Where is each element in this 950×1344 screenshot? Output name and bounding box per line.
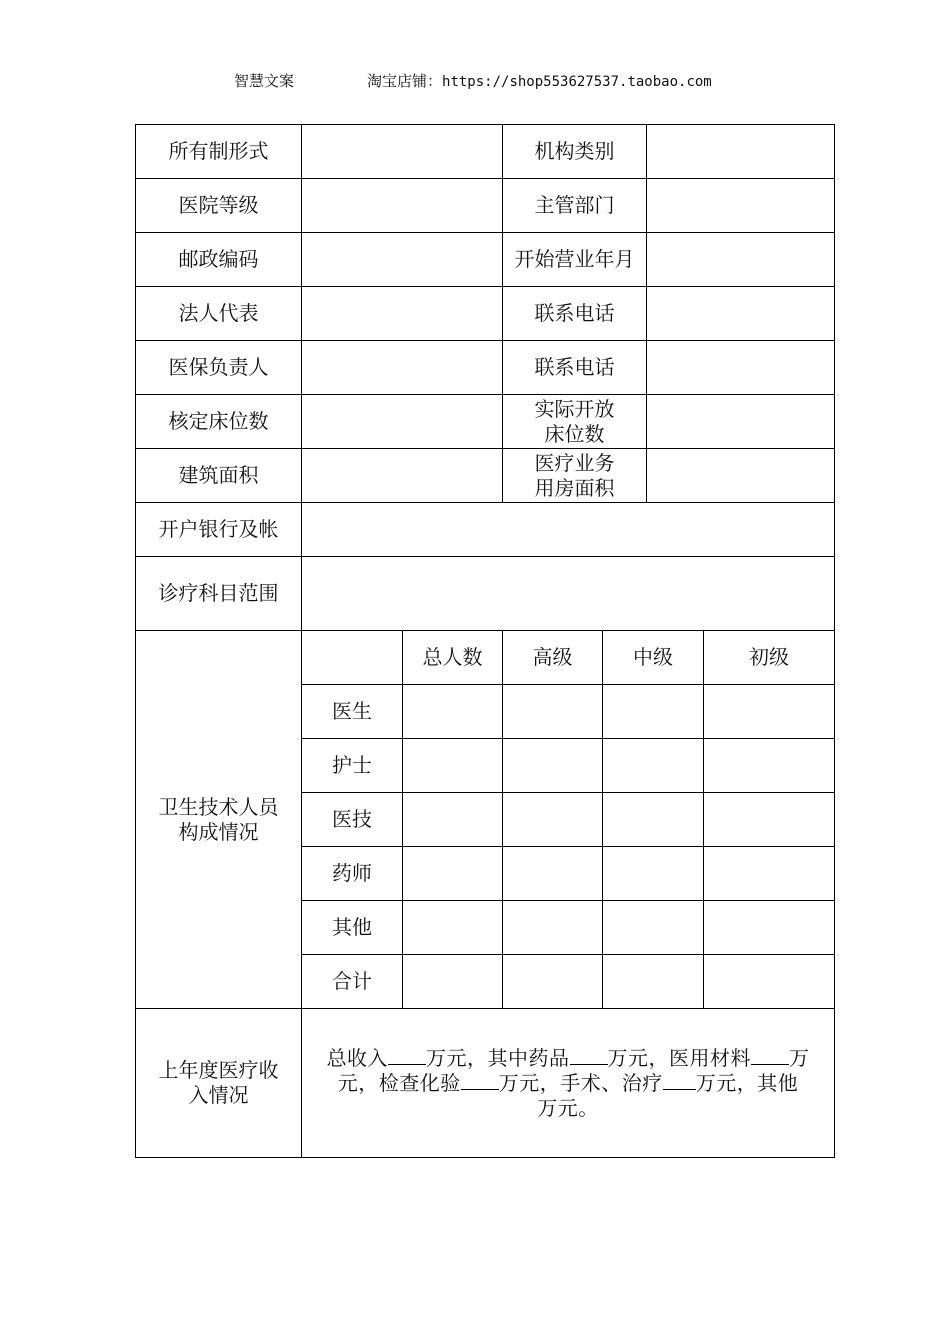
material-income-blank[interactable] [751,1046,789,1065]
income-t4: 万 [789,1045,810,1070]
form-row-area [136,449,835,503]
income-t6: 万元，手术、治疗 [498,1070,663,1095]
insurance-phone-field[interactable] [647,341,835,395]
legal-rep-field[interactable] [302,287,503,341]
sum-senior-cell[interactable] [503,955,603,1009]
row-other-label: 其他 [302,901,403,955]
doctor-senior-cell[interactable] [503,685,603,739]
legal-rep-label: 法人代表 [136,287,302,341]
income-row [136,1009,835,1158]
staff-label-line2: 构成情况 [178,819,259,844]
opening-date-label: 开始营业年月 [503,233,647,287]
open-beds-label [503,395,647,449]
row-nurse-label: 护士 [302,739,403,793]
income-label-line1: 上年度医疗收 [158,1058,279,1082]
treatment-income-blank[interactable] [663,1071,696,1090]
form-row-ownership [136,125,835,179]
shop-label: 淘宝店铺： [367,72,443,90]
income-t2: 万元，其中药品 [426,1045,570,1070]
approved-beds-field[interactable] [302,395,503,449]
building-area-field[interactable] [302,449,503,503]
open-beds-label-line1: 实际开放 [534,396,615,421]
income-t3: 万元，医用材料 [607,1045,751,1070]
technician-senior-cell[interactable] [503,793,603,847]
other-middle-cell[interactable] [603,901,704,955]
technician-total-cell[interactable] [403,793,503,847]
form-row-legal-rep [136,287,835,341]
sum-total-cell[interactable] [403,955,503,1009]
medical-area-field[interactable] [647,449,835,503]
legal-rep-phone-label: 联系电话 [503,287,647,341]
income-t8: 万元。 [537,1095,599,1120]
form-row-beds [136,395,835,449]
income-t7: 万元，其他 [695,1070,799,1095]
col-junior-header: 初级 [704,631,835,685]
drug-income-blank[interactable] [570,1046,608,1065]
row-technician-label: 医技 [302,793,403,847]
pharmacist-total-cell[interactable] [403,847,503,901]
nurse-junior-cell[interactable] [704,739,835,793]
other-total-cell[interactable] [403,901,503,955]
shop-url: https://shop553627537.taobao.com [442,74,712,90]
doctor-total-cell[interactable] [403,685,503,739]
registration-form-table [135,124,835,1158]
shop-info [367,70,712,91]
pharmacist-junior-cell[interactable] [704,847,835,901]
staff-composition-label [136,631,302,1009]
col-middle-header: 中级 [603,631,704,685]
scope-label: 诊疗科目范围 [136,557,302,631]
sum-junior-cell[interactable] [704,955,835,1009]
form-row-insurance-head [136,341,835,395]
insurance-phone-label: 联系电话 [503,341,647,395]
form-row-hospital-level [136,179,835,233]
nurse-senior-cell[interactable] [503,739,603,793]
income-t5: 元，检查化验 [337,1070,461,1095]
insurance-head-label: 医保负责人 [136,341,302,395]
postal-code-field[interactable] [302,233,503,287]
income-label [136,1009,302,1158]
sum-middle-cell[interactable] [603,955,704,1009]
income-label-line2: 入情况 [188,1083,249,1107]
scope-field[interactable] [302,557,835,631]
hospital-level-field[interactable] [302,179,503,233]
institution-type-label: 机构类别 [503,125,647,179]
technician-junior-cell[interactable] [704,793,835,847]
legal-rep-phone-field[interactable] [647,287,835,341]
building-area-label: 建筑面积 [136,449,302,503]
medical-area-label-line1: 医疗业务 [534,450,615,475]
supervising-dept-field[interactable] [647,179,835,233]
row-doctor-label: 医生 [302,685,403,739]
nurse-middle-cell[interactable] [603,739,704,793]
institution-type-field[interactable] [647,125,835,179]
income-text-cell [302,1009,835,1158]
page-header [0,70,950,94]
open-beds-field[interactable] [647,395,835,449]
form-row-scope [136,557,835,631]
staff-corner-cell [302,631,403,685]
technician-middle-cell[interactable] [603,793,704,847]
approved-beds-label: 核定床位数 [136,395,302,449]
supervising-dept-label: 主管部门 [503,179,647,233]
row-pharmacist-label: 药师 [302,847,403,901]
form-row-bank [136,503,835,557]
bank-field[interactable] [302,503,835,557]
pharmacist-middle-cell[interactable] [603,847,704,901]
other-junior-cell[interactable] [704,901,835,955]
medical-area-label-line2: 用房面积 [534,475,615,500]
doctor-middle-cell[interactable] [603,685,704,739]
col-senior-header: 高级 [503,631,603,685]
opening-date-field[interactable] [647,233,835,287]
total-income-blank[interactable] [388,1046,426,1065]
staff-label-line1: 卫生技术人员 [158,794,279,819]
doctor-junior-cell[interactable] [704,685,835,739]
ownership-field[interactable] [302,125,503,179]
other-senior-cell[interactable] [503,901,603,955]
pharmacist-senior-cell[interactable] [503,847,603,901]
medical-area-label [503,449,647,503]
lab-income-blank[interactable] [461,1071,499,1090]
hospital-level-label: 医院等级 [136,179,302,233]
nurse-total-cell[interactable] [403,739,503,793]
bank-label: 开户银行及帐 [136,503,302,557]
income-t1: 总收入 [326,1045,388,1070]
form-row-postal-code [136,233,835,287]
ownership-label: 所有制形式 [136,125,302,179]
col-total-header: 总人数 [403,631,503,685]
row-sum-label: 合计 [302,955,403,1009]
brand-text: 智慧文案 [234,72,295,90]
staff-header-row [136,631,835,685]
open-beds-label-line2: 床位数 [544,421,605,446]
insurance-head-field[interactable] [302,341,503,395]
postal-code-label: 邮政编码 [136,233,302,287]
